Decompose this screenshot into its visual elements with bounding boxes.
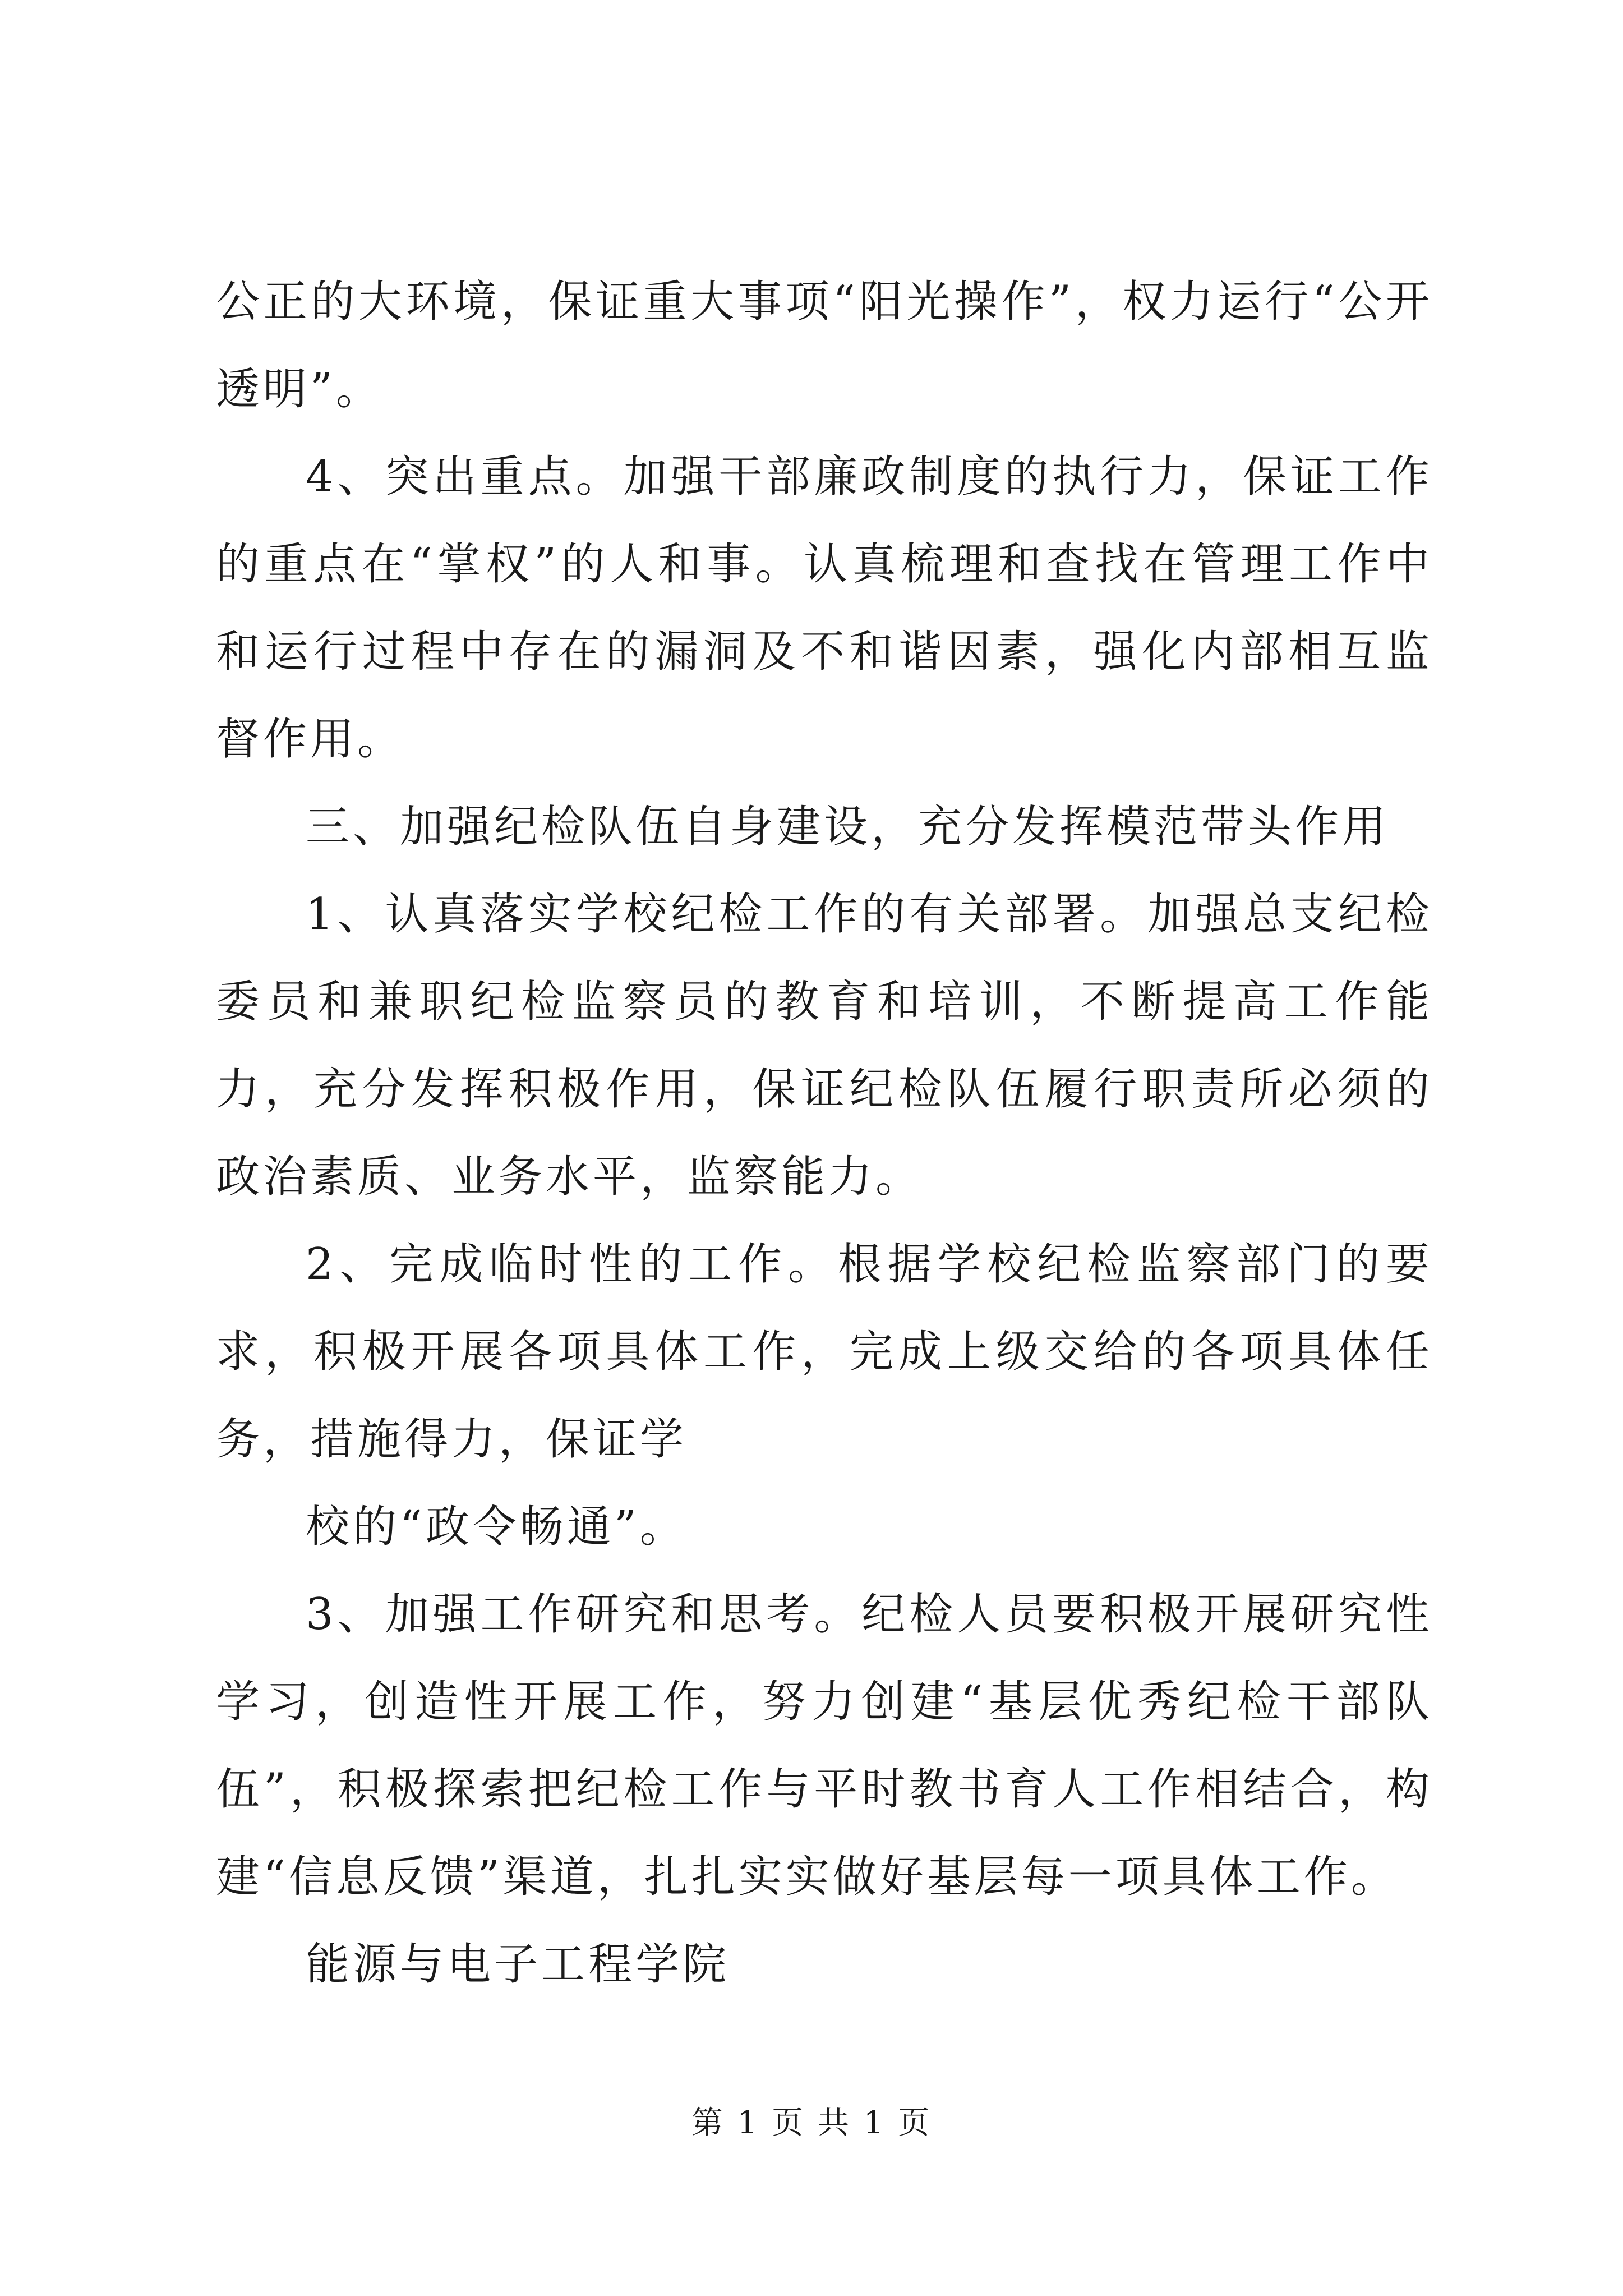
section-heading-3: 三、加强纪检队伍自身建设，充分发挥模范带头作用 — [306, 802, 1390, 852]
paragraph-item-4: 4、突出重点。加强干部廉政制度的执行力，保证工作的重点在“掌权”的人和事。认真梳理和查找在管理工作中和运行过程中存在的漏洞及不和谐因素，强化内部相互监督作用。 — [216, 452, 1433, 765]
page-footer: 第 1 页 共 1 页 — [691, 2105, 932, 2141]
paragraph-continuation: 公正的大环境，保证重大事项“阳光操作”，权力运行“公开透明”。 — [216, 277, 1433, 415]
paragraph-item-3: 3、加强工作研究和思考。纪检人员要积极开展研究性学习，创造性开展工作，努力创建“基层优秀纪检干部队伍”，积极探索把纪检工作与平时教书育人工作相结合，构建“信息反馈”渠道，扎扎实实做好基层每一项具体工作。 — [216, 1589, 1433, 1902]
paragraph-item-2: 2、完成临时性的工作。根据学校纪检监察部门的要求，积极开展各项具体工作，完成上级交给的各项具体任务，措施得力，保证学 — [216, 1239, 1433, 1465]
paragraph-item-1: 1、认真落实学校纪检工作的有关部署。加强总支纪检委员和兼职纪检监察员的教育和培训，不断提高工作能力，充分发挥积极作用，保证纪检队伍履行职责所必须的政治素质、业务水平，监察能力。 — [216, 889, 1433, 1202]
signature-institution: 能源与电子工程学院 — [306, 1939, 730, 1990]
paragraph-item-2-continuation: 校的“政令畅通”。 — [306, 1502, 687, 1552]
document-body — [216, 258, 1433, 2008]
